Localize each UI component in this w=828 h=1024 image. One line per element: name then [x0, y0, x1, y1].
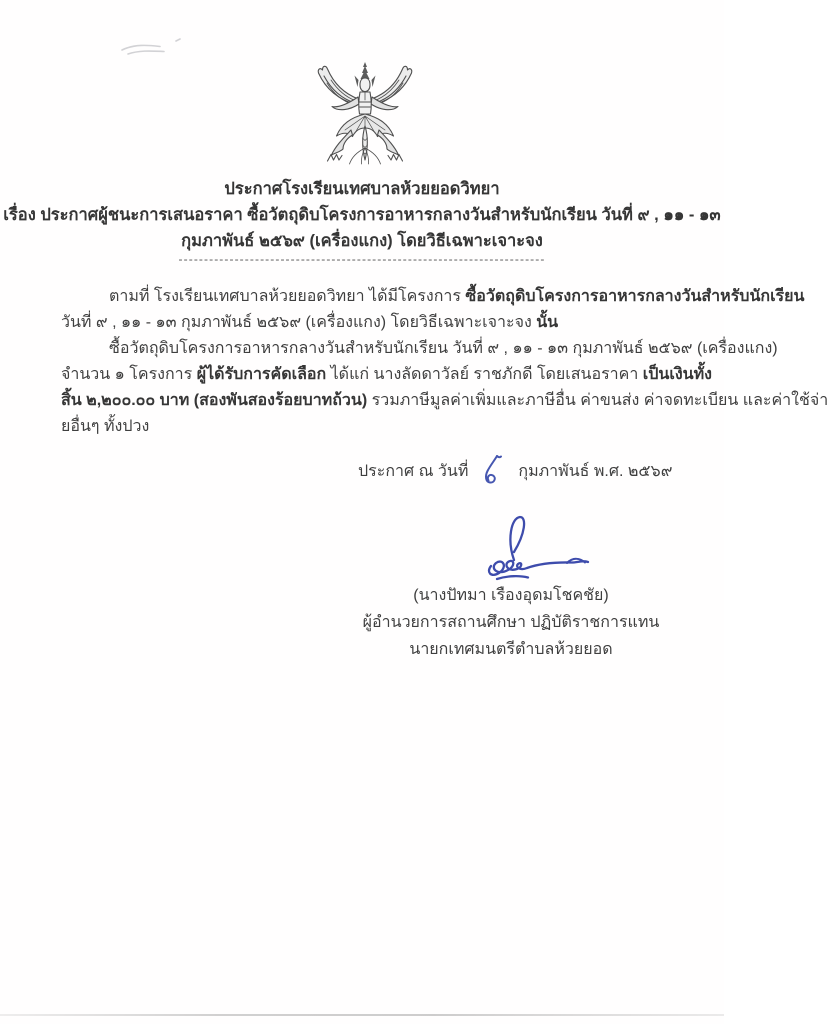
- body-line: [61, 284, 804, 309]
- body-text-bold: ซื้อวัตถุดิบโครงการอาหารกลางวันสำหรับนักเรียน: [465, 288, 805, 305]
- body-text: รวมภาษีมูลค่าเพิ่มและภาษีอื่น ค่าขนส่ง ค่าจดทะเบียน และค่าใช้จ่า: [367, 392, 828, 409]
- announcement-date-line: [358, 459, 672, 487]
- signature-ink: [464, 506, 604, 584]
- body-line: [61, 310, 558, 335]
- garuda-emblem-icon: [305, 60, 425, 170]
- signer-name: (นางปัทมา เรืองอุดมโชคชัย): [413, 587, 609, 604]
- date-suffix: กุมภาพันธ์ พ.ศ. ๒๕๖๙: [518, 463, 673, 480]
- scan-edge-shadow: [0, 1014, 724, 1016]
- body-text-bold: เป็นเงินทั้ง: [642, 366, 712, 383]
- body-text: วันที่ ๙ , ๑๑ - ๑๓ กุมภาพันธ์ ๒๕๖๙ (เครื่องแกง) โดยวิธีเฉพาะเจาะจง: [61, 314, 537, 331]
- body-text-bold: นั้น: [536, 314, 559, 331]
- title-separator: ------------------------------------------------------------------------: [178, 252, 546, 266]
- announcement-subject-line1: เรื่อง ประกาศผู้ชนะการเสนอราคา ซื้อวัตถุดิบโครงการอาหารกลางวันสำหรับนักเรียน วันที่ ๙ , ๑๑ - ๑๓: [3, 206, 721, 224]
- body-text: ตามที่ โรงเรียนเทศบาลห้วยยอดวิทยา ได้มีโครงการ: [109, 288, 466, 305]
- amount-text: สิ้น ๒,๒๐๐.๐๐ บาท (สองพันสองร้อยบาทถ้วน): [61, 392, 368, 409]
- body-line: [61, 414, 149, 439]
- announcement-title: ประกาศโรงเรียนเทศบาลห้วยยอดวิทยา: [224, 180, 500, 198]
- pencil-smudge: [118, 33, 202, 61]
- body-text: ยอื่นๆ ทั้งปวง: [61, 418, 150, 435]
- body-text: จำนวน ๑ โครงการ: [61, 366, 197, 383]
- body-line: [61, 336, 778, 361]
- announcement-subject-line2: กุมภาพันธ์ ๒๕๖๙ (เครื่องแกง) โดยวิธีเฉพาะเจาะจง: [181, 232, 543, 250]
- signer-title: ผู้อำนวยการสถานศึกษา ปฏิบัติราชการแทน: [362, 614, 660, 631]
- body-line: [61, 362, 712, 387]
- body-text: ซื้อวัตถุดิบโครงการอาหารกลางวันสำหรับนักเรียน วันที่ ๙ , ๑๑ - ๑๓ กุมภาพันธ์ ๒๕๖๙ (เครื่องแกง): [109, 340, 778, 357]
- signer-on-behalf-of: นายกเทศมนตรีตำบลห้วยยอด: [409, 641, 613, 658]
- handwritten-day-numeral: [476, 453, 502, 487]
- date-prefix: ประกาศ ณ วันที่: [358, 463, 469, 480]
- body-text-bold: ผู้ได้รับการคัดเลือก: [196, 366, 327, 383]
- body-line: [61, 388, 828, 413]
- body-text: ได้แก่ นางลัดดาวัลย์ ราชภักดี โดยเสนอราคา: [326, 366, 643, 383]
